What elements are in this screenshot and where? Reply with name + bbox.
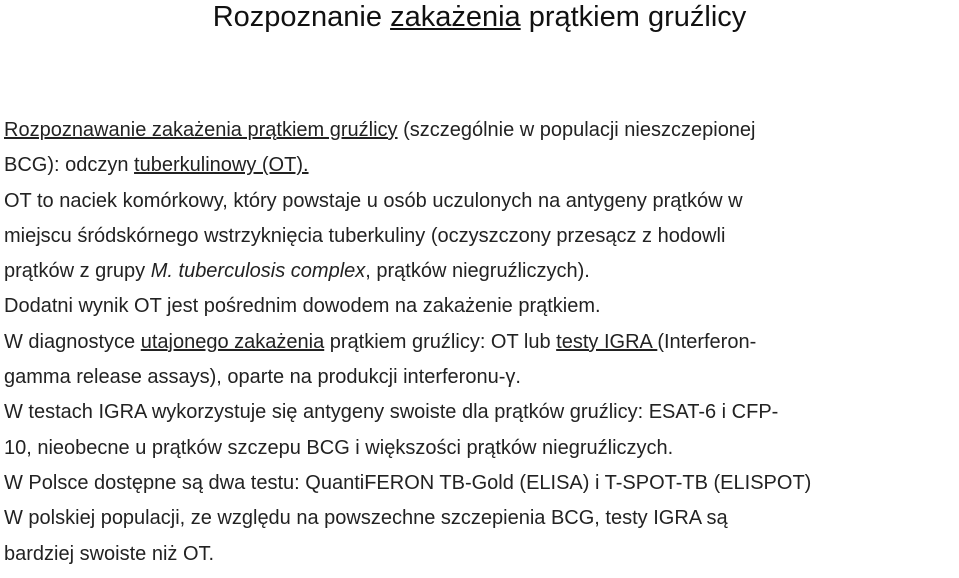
text-line: Dodatni wynik OT jest pośrednim dowodem na zakażenie prątkiem. [4,295,601,318]
text-line [4,254,958,289]
title-underlined: zakażenia [390,1,521,33]
text-line: 10, nieobecne u prątków szczepu BCG i większości prątków niegruźliczych. [4,436,674,459]
paragraph-diagnostics [4,325,958,396]
underlined-text: utajonego zakażenia [140,330,325,353]
paragraph-igra-antigens [4,395,958,466]
text-span: (Interferon- [657,330,757,353]
text-span: prątkiem gruźlicy: OT lub [324,330,557,353]
paragraph-polish-population [4,501,958,572]
text-line [4,148,958,183]
text-span: BCG): odczyn [4,154,135,177]
slide-title [0,0,959,34]
text-span: , prątków niegruźliczych). [365,260,590,283]
paragraph-positive-result [4,289,958,324]
title-part-1: Rozpoznanie [212,1,391,33]
title-part-2: prątkiem gruźlicy [520,1,747,33]
underlined-text: Rozpoznawanie zakażenia prątkiem gruźlicy [4,119,398,141]
text-span: W diagnostyce [4,330,141,353]
text-line: W Polsce dostępne są dwa testu: QuantiFERON TB-Gold (ELISA) i T-SPOT-TB (ELISPOT) [4,471,812,494]
text-line: OT to naciek komórkowy, który powstaje u osób uczulonych na antygeny prątków w [4,189,743,212]
text-line: miejscu śródskórnego wstrzyknięcia tuberkuliny (oczyszczony przesącz z hodowli [4,224,726,247]
text-line: W testach IGRA wykorzystuje się antygeny swoiste dla prątków gruźlicy: ESAT-6 i CFP- [4,401,779,424]
paragraph-poland-tests [4,466,958,501]
italic-text: M. tuberculosis complex [150,260,366,283]
text-line: bardziej swoiste niż OT. [4,542,215,565]
paragraph-ot-definition [4,184,958,290]
underlined-text: tuberkulinowy (OT). [134,154,309,177]
slide-body [4,113,958,572]
text-line [4,113,958,148]
text-line: W polskiej populacji, ze względu na powszechne szczepienia BCG, testy IGRA są [4,507,728,530]
paragraph-rozpoznawanie [4,113,958,184]
text-span: prątków z grupy [4,260,151,283]
text-span: (szczególnie w populacji nieszczepionej [397,119,756,141]
text-line [4,325,958,360]
text-line: gamma release assays), oparte na produkcji interferonu-γ. [4,366,521,389]
underlined-text: testy IGRA [556,330,658,353]
